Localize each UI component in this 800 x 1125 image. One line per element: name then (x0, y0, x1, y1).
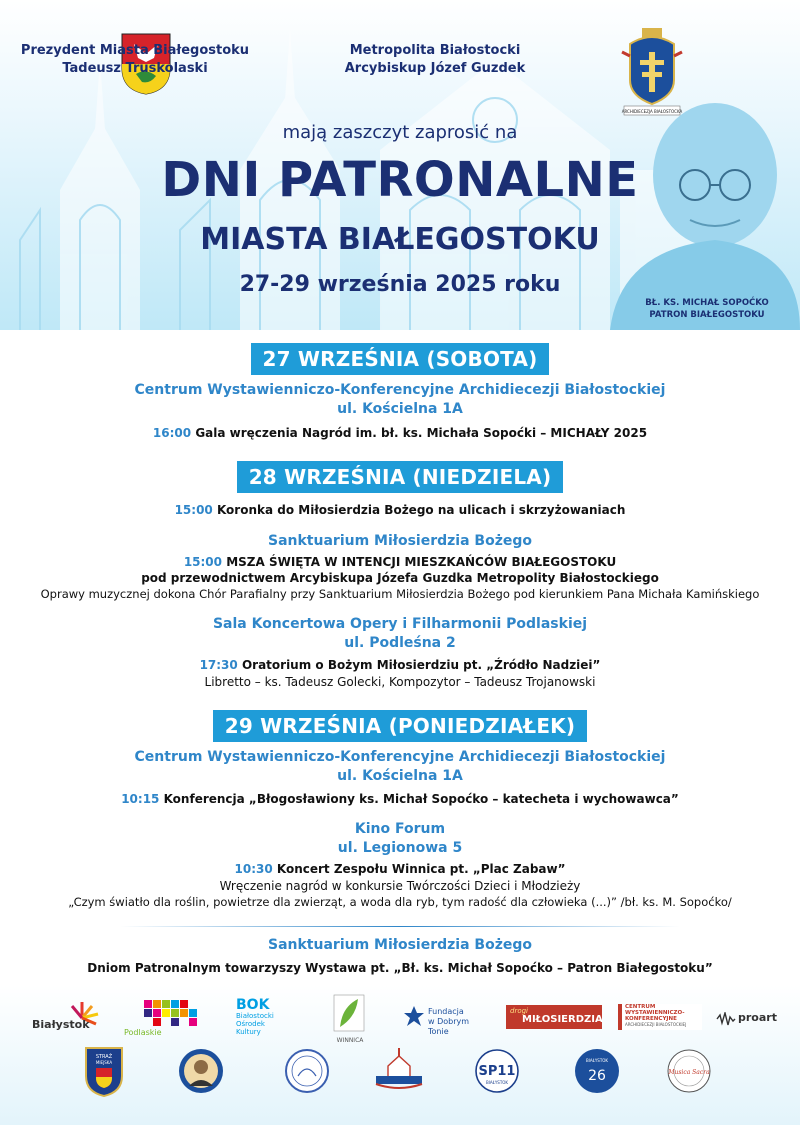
event-dates: 27-29 września 2025 roku (239, 272, 561, 297)
day2-event2 (0, 555, 800, 569)
archbishop-name: Arcybiskup Józef Guzdek (344, 61, 526, 76)
day3-venue1-address: ul. Kościelna 1A (337, 768, 463, 784)
day3-event2-line2: Wręczenie nagród w konkursie Twórczości Dzieci i Młodzieży (219, 879, 581, 893)
day1-venue-address: ul. Kościelna 1A (337, 401, 463, 417)
straz-logo-line2: MIEJSKA (95, 1060, 113, 1065)
cwk-logo (618, 1004, 702, 1030)
bialystok-logo-text: Białystok (32, 1018, 90, 1031)
day3-event1 (0, 792, 800, 806)
day1-event-time: 16:00 (152, 426, 192, 440)
straz-logo-line1: STRAŻ (95, 1054, 113, 1060)
school-26-logo (574, 1048, 620, 1094)
sacra-logo-text: Musica Sacra (668, 1069, 710, 1076)
fundacja-logo (402, 1003, 482, 1035)
day2-label: 28 WRZEŚNIA (NIEDZIELA) (237, 461, 564, 493)
day2-event3-text: Oratorium o Bożym Miłosierdziu pt. „Źródło Nadziei” (241, 658, 601, 672)
president-title: Prezydent Miasta Białegostoku (20, 43, 250, 58)
day3-event2-quote: „Czym światło dla roślin, powietrze dla zwierząt, a woda dla ryb, tym radość dla człowieka (...)” /bł. ks. M. Sopoćko/ (68, 895, 732, 909)
bialystok-logo (30, 998, 102, 1040)
church-logo-icon (372, 1046, 426, 1092)
sp11-logo-text: SP11 (478, 1064, 516, 1079)
proart-logo (716, 1011, 776, 1027)
winnica-logo-text: WINNICA (336, 1037, 364, 1044)
bok-logo-sub2: Ośrodek (236, 1020, 265, 1028)
archbishop-title: Metropolita Białostocki (349, 43, 521, 58)
day1-label: 27 WRZEŚNIA (SOBOTA) (251, 343, 550, 375)
drogi-logo-line2: MIŁOSIERDZIA (522, 1014, 603, 1025)
bok-logo (236, 998, 296, 1040)
bok-logo-main: BOK (236, 997, 270, 1013)
closing-text: Dniom Patronalnym towarzyszy Wystawa pt. „Bł. ks. Michał Sopoćko – Patron Białegostoku” (87, 961, 713, 975)
sp11-logo-sub: BIAŁYSTOK (485, 1080, 509, 1085)
day3-venue2-address: ul. Legionowa 5 (337, 840, 463, 856)
day3-event2-text: Koncert Zespołu Winnica pt. „Plac Zabaw” (276, 862, 566, 876)
day2-event1-time: 15:00 (174, 503, 213, 517)
day2-venue2: Sanktuarium Miłosierdzia Bożego (268, 533, 532, 549)
day1-venue: Centrum Wystawienniczo-Konferencyjne Archidiecezji Białostockiej (134, 382, 666, 398)
day1-event-text: Gala wręczenia Nagród im. bł. ks. Michała Sopoćki – MICHAŁY 2025 (195, 426, 648, 440)
invite-line: mają zaszczyt zaprosić na (282, 122, 518, 143)
cwk-logo-line4: ARCHIDIECEZJI BIAŁOSTOCKIEJ (625, 1022, 687, 1027)
president-name: Tadeusz Truskolaski (62, 61, 208, 76)
cwk-logo-line3: KONFERENCYJNE (625, 1016, 677, 1022)
day2-event2-text: MSZA ŚWIĘTA W INTENCJI MIESZKAŃCÓW BIAŁEGOSTOKU (226, 555, 617, 569)
day3-event1-text: Konferencja „Błogosławiony ks. Michał Sopoćko – katecheta i wychowawca” (163, 792, 679, 806)
sopocko-medallion-icon (178, 1048, 224, 1094)
bok-logo-sub3: Kultury (236, 1028, 261, 1036)
proart-logo-text: proart (738, 1011, 777, 1024)
day3-event1-time: 10:15 (121, 792, 160, 806)
fundacja-logo-line1: Fundacja (428, 1007, 464, 1016)
closing-venue: Sanktuarium Miłosierdzia Bożego (268, 937, 532, 953)
association-seal-icon (284, 1048, 330, 1094)
day2-venue3-address: ul. Podleśna 2 (344, 635, 456, 651)
cwk-logo-line1: CENTRUM (625, 1004, 656, 1010)
day2-venue3: Sala Koncertowa Opery i Filharmonii Podlaskiej (212, 616, 588, 632)
divider (120, 926, 680, 927)
bok-logo-sub1: Białostocki (236, 1012, 274, 1020)
fundacja-logo-line2: w Dobrym Tonie (428, 1017, 470, 1036)
day2-event3-time: 17:30 (199, 658, 238, 672)
seal-text: ARCHIDIECEZJA BIAŁOSTOCKA (621, 109, 683, 114)
school26-logo-top: BIAŁYSTOK (585, 1058, 609, 1063)
day2-event1-text: Koronka do Miłosierdzia Bożego na ulicach i skrzyżowaniach (216, 503, 626, 517)
straz-miejska-logo (82, 1046, 126, 1098)
day3-event2 (0, 862, 800, 876)
day3-label: 29 WRZEŚNIA (PONIEDZIAŁEK) (213, 710, 587, 742)
patron-caption-role: PATRON BIAŁEGOSTOKU (649, 310, 765, 320)
day3-event2-time: 10:30 (234, 862, 273, 876)
day2-event1 (0, 503, 800, 517)
winnica-logo (330, 993, 370, 1045)
drogi-milosierdzia-logo (506, 1005, 602, 1029)
day2-event3-line2: Libretto – ks. Tadeusz Golecki, Kompozytor – Tadeusz Trojanowski (204, 675, 596, 689)
page-subtitle: MIASTA BIAŁEGOSTOKU (200, 222, 600, 257)
podlaskie-logo-text: Podlaskie (124, 1028, 162, 1037)
archdiocese-coat-of-arms-icon (618, 26, 686, 122)
day2-event2-time: 15:00 (183, 555, 223, 569)
drogi-logo-line1: drogi (510, 1007, 528, 1015)
patron-caption-name: BŁ. KS. MICHAŁ SOPOĆKO (645, 298, 769, 308)
day2-event2-line2: pod przewodnictwem Arcybiskupa Józefa Guzdka Metropolity Białostockiego (141, 571, 659, 585)
school26-logo-number: 26 (588, 1068, 606, 1084)
musica-sacra-logo (666, 1048, 712, 1094)
day3-venue1: Centrum Wystawienniczo-Konferencyjne Archidiecezji Białostockiej (134, 749, 666, 765)
cwk-logo-line2: WYSTAWIENNICZO- (625, 1010, 685, 1016)
day2-event3 (0, 658, 800, 672)
sp11-logo (474, 1048, 520, 1094)
podlaskie-logo (122, 998, 202, 1038)
day1-event (0, 426, 800, 440)
day2-event2-line3: Oprawy muzycznej dokona Chór Parafialny przy Sanktuarium Miłosierdzia Bożego pod kierunkiem Pana Michała Kamińskiego (40, 587, 760, 601)
day3-venue2: Kino Forum (354, 821, 446, 837)
page-title: DNI PATRONALNE (161, 152, 639, 208)
